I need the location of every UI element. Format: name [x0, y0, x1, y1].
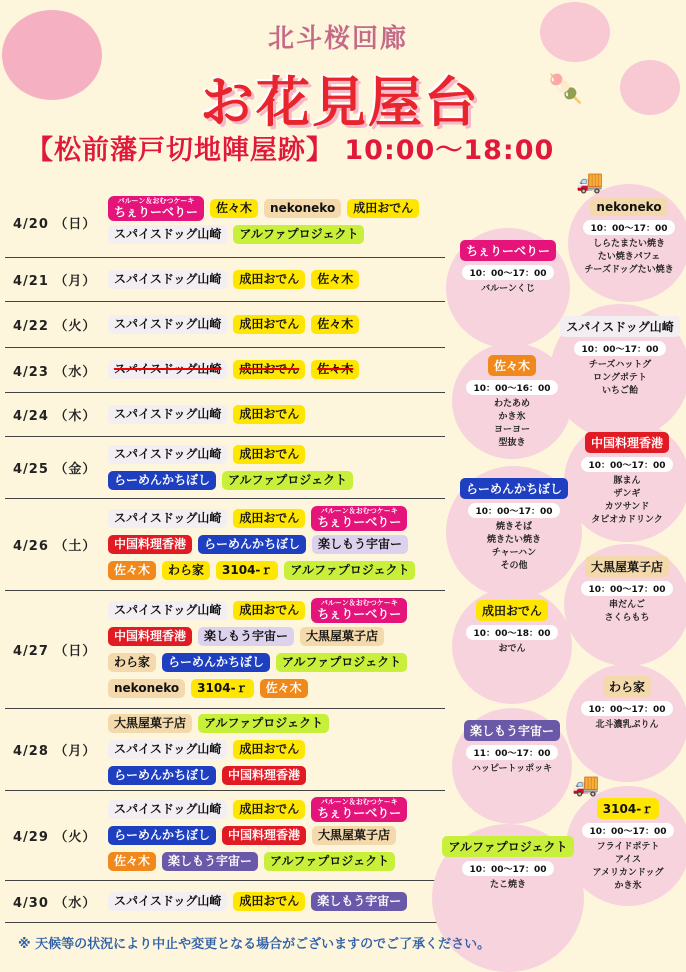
food-truck-icon: 🚚	[572, 773, 600, 798]
schedule-row	[5, 392, 445, 437]
vendor-chip: 佐々木	[311, 315, 359, 334]
vendor-list	[108, 266, 359, 292]
schedule-date: 4/23 （水）	[13, 364, 97, 380]
vendor-chip: 成田おでん	[233, 405, 305, 424]
vendor-card-time-wrap	[572, 697, 682, 716]
vendor-chip: 楽しもう宇宙ー	[162, 852, 258, 871]
vendor-card-name: スパイスドッグ山崎	[560, 316, 679, 337]
vendor-chip: アルファプロジェクト	[198, 714, 329, 733]
schedule-row	[5, 301, 445, 348]
vendor-line	[108, 888, 407, 914]
vendor-card-name: アルファプロジェクト	[442, 836, 573, 857]
vendor-card-time: 10：00～17：00	[583, 220, 674, 235]
vendor-chip: 成田おでん	[233, 315, 305, 334]
vendor-card-item: チャーハン	[491, 548, 537, 558]
vendor-chip: 3104-ｒ	[216, 561, 278, 580]
vendor-chip: スパイスドッグ山崎	[108, 315, 227, 334]
vendor-card-name: 大黒屋菓子店	[585, 556, 669, 577]
schedule-row	[5, 186, 445, 258]
vendor-chip	[108, 196, 204, 221]
vendor-line	[108, 401, 305, 427]
vendor-chip: わら家	[162, 561, 210, 580]
vendor-card-items	[458, 763, 566, 776]
vendor-list	[108, 888, 407, 914]
vendor-chip: スパイスドッグ山崎	[108, 509, 227, 528]
vendor-chip: 佐々木	[210, 199, 258, 218]
vendor-card-time-wrap	[556, 337, 684, 356]
vendor-chip: 大黒屋菓子店	[312, 826, 396, 845]
schedule-date: 4/26 （土）	[13, 539, 97, 554]
page-title: お花見屋台	[200, 71, 480, 134]
vendor-list	[108, 505, 415, 583]
schedule-date: 4/25 （金）	[13, 462, 97, 477]
vendor-line	[108, 311, 359, 337]
vendor-chip: スパイスドッグ山崎	[108, 445, 227, 464]
vendor-card-time-wrap	[570, 453, 684, 472]
vendor-card-time-wrap	[572, 819, 684, 838]
schedule-row	[5, 790, 445, 881]
vendor-line	[108, 467, 353, 493]
vendor-card	[572, 676, 682, 732]
vendor-chip	[311, 598, 407, 623]
schedule-date: 4/28 （月）	[13, 744, 97, 759]
vendor-chip-caption: バルーン＆おむつケーキ	[320, 797, 398, 806]
schedule-date: 4/20 （日）	[13, 216, 97, 232]
schedule-row	[5, 257, 445, 302]
vendor-chip: 楽しもう宇宙ー	[198, 627, 294, 646]
vendor-card-time: 10：00～17：00	[468, 503, 559, 518]
vendor-card-time: 10：00～18：00	[466, 625, 557, 640]
vendor-card-items	[572, 719, 682, 732]
vendor-card-item: チーズドッグたい焼き	[584, 265, 674, 275]
vendor-list	[108, 597, 407, 701]
vendor-card-item: 焼きたい焼き	[486, 535, 541, 545]
vendor-chip: アルファプロジェクト	[264, 852, 395, 871]
vendor-card-item: たこ焼き	[489, 880, 526, 890]
vendor-card-item: 串だんご	[608, 600, 645, 610]
vendor-line	[108, 266, 359, 292]
vendor-chip: 中国料理香港	[108, 627, 192, 646]
vendor-line	[108, 222, 419, 248]
schedule-date: 4/22 （火）	[13, 319, 97, 334]
vendor-card-item: 焼きそば	[495, 522, 532, 532]
vendor-card-time: 10：00～17：00	[581, 581, 672, 596]
vendor-card	[458, 720, 566, 776]
vendor-card	[452, 478, 576, 573]
vendor-card-item: フライドポテト	[596, 842, 660, 852]
vendor-card-items	[452, 521, 576, 573]
vendor-list	[108, 710, 329, 788]
vendor-chip: らーめんかちぼし	[108, 766, 216, 785]
venue-hours: 【松前藩戸切地陣屋跡】 10:00～18:00	[26, 135, 555, 166]
vendor-chip: 成田おでん	[233, 800, 305, 819]
vendor-card	[438, 836, 578, 892]
vendor-chip: らーめんかちぼし	[108, 471, 216, 490]
vendor-chip	[311, 506, 407, 531]
vendor-line	[108, 531, 415, 557]
vendor-card	[458, 600, 566, 656]
schedule-row	[5, 590, 445, 709]
vendor-chip-caption: バルーン＆おむつケーキ	[320, 598, 398, 607]
vendor-chip: スパイスドッグ山崎	[108, 601, 227, 620]
vendor-chip: らーめんかちぼし	[162, 653, 270, 672]
vendor-chip: 成田おでん	[233, 509, 305, 528]
vendor-card-item: チーズハットグ	[588, 360, 652, 370]
vendor-list	[108, 796, 407, 874]
vendor-chip-caption: バルーン＆おむつケーキ	[117, 197, 195, 205]
vendor-card-item: たい焼きパフェ	[597, 252, 661, 262]
vendor-card-time-wrap	[458, 376, 566, 395]
vendor-line	[108, 196, 419, 222]
vendor-card	[452, 240, 564, 296]
vendor-chip: 佐々木	[260, 679, 308, 698]
vendor-chip: 佐々木	[311, 360, 359, 379]
vendor-card-name: 3104-ｒ	[597, 798, 659, 819]
schedule-date: 4/21 （月）	[13, 274, 97, 289]
vendor-list	[108, 311, 359, 337]
vendor-chip: らーめんかちぼし	[108, 826, 216, 845]
vendor-line	[108, 762, 329, 788]
vendor-line	[108, 557, 415, 583]
footer-note: ※ 天候等の状況により中止や変更となる場合がございますのでご了承ください。	[18, 937, 491, 952]
schedule-row	[5, 708, 445, 791]
vendor-chip-caption: バルーン＆おむつケーキ	[320, 506, 398, 515]
vendor-chip: 成田おでん	[233, 360, 305, 379]
vendor-card-name: ちぇりーべりー	[460, 240, 556, 261]
vendor-chip: スパイスドッグ山崎	[108, 270, 227, 289]
vendor-card-time-wrap	[452, 261, 564, 280]
vendor-card-items	[438, 879, 578, 892]
vendor-card-item: ヨーヨー	[493, 425, 530, 435]
vendor-chip: 成田おでん	[347, 199, 419, 218]
vendor-card-time-wrap	[458, 741, 566, 760]
vendor-card-items	[572, 841, 684, 893]
vendor-card-item: わたあめ	[493, 399, 530, 409]
vendor-card-item: 型抜き	[498, 438, 526, 448]
vendor-card-item: ロングポテト	[593, 373, 647, 383]
vendor-card-items	[570, 475, 684, 527]
vendor-card	[570, 556, 684, 625]
vendor-card-time-wrap	[452, 499, 576, 518]
vendor-card-name: 成田おでん	[476, 600, 548, 621]
vendor-line	[108, 623, 407, 649]
vendor-chip: 楽しもう宇宙ー	[311, 892, 407, 911]
vendor-card-time: 10：00～17：00	[581, 457, 672, 472]
vendor-chip-label: ちぇりーべりー	[317, 606, 402, 621]
vendor-card-item: ザンギ	[613, 489, 641, 499]
vendor-card-items	[452, 283, 564, 296]
cherry-blossom-decoration	[2, 10, 102, 100]
vendor-card-time-wrap	[570, 577, 684, 596]
cherry-blossom-decoration	[620, 60, 680, 115]
food-truck-icon: 🚚	[576, 170, 604, 195]
vendor-chip: スパイスドッグ山崎	[108, 740, 227, 759]
vendor-card-item: 豚まん	[613, 476, 641, 486]
vendor-card-item: アメリカンドッグ	[592, 868, 664, 878]
vendor-list	[108, 357, 359, 383]
vendor-chip: 成田おでん	[233, 270, 305, 289]
vendor-card-items	[458, 398, 566, 450]
vendor-card-time: 11：00～17：00	[466, 745, 557, 760]
cherry-blossom-decoration	[540, 2, 610, 62]
vendor-card-name: 中国料理香港	[585, 432, 669, 453]
schedule-date: 4/30 （水）	[13, 896, 97, 911]
vendor-chip	[311, 797, 407, 822]
vendor-card-items	[570, 599, 684, 625]
vendor-card	[556, 316, 684, 398]
vendor-chip: 3104-ｒ	[191, 679, 253, 698]
vendor-card-items	[574, 238, 684, 277]
vendor-card-name: 楽しもう宇宙ー	[464, 720, 560, 741]
vendor-chip: スパイスドッグ山崎	[108, 225, 227, 244]
vendor-line	[108, 822, 407, 848]
vendor-chip: 成田おでん	[233, 740, 305, 759]
vendor-list	[108, 401, 305, 427]
vendor-card-time: 10：00～17：00	[574, 341, 665, 356]
vendor-line	[108, 649, 407, 675]
vendor-card-name: らーめんかちぼし	[460, 478, 568, 499]
vendor-card-name: わら家	[603, 676, 651, 697]
event-logo: 北斗桜回廊	[268, 24, 409, 54]
vendor-line	[108, 597, 407, 623]
vendor-card-item: いちご飴	[601, 386, 638, 396]
vendor-card-item: 北斗濃乳ぷりん	[595, 720, 659, 730]
vendor-card	[570, 432, 684, 527]
vendor-card-items	[556, 359, 684, 398]
vendor-chip: スパイスドッグ山崎	[108, 405, 227, 424]
vendor-chip: わら家	[108, 653, 156, 672]
vendor-chip-label: ちぇりーべりー	[317, 805, 402, 820]
vendor-chip: 成田おでん	[233, 601, 305, 620]
schedule-row	[5, 880, 445, 923]
vendor-card-time: 10：00～16：00	[466, 380, 557, 395]
vendor-card-time: 10：00～17：00	[462, 265, 553, 280]
vendor-card-time: 10：00～17：00	[581, 701, 672, 716]
vendor-chip: 大黒屋菓子店	[108, 714, 192, 733]
vendor-card-item: ハッピートッポッキ	[471, 764, 553, 774]
vendor-card-items	[458, 643, 566, 656]
vendor-list	[108, 196, 419, 248]
vendor-line	[108, 848, 407, 874]
schedule-date: 4/29 （火）	[13, 830, 97, 845]
vendor-chip: 大黒屋菓子店	[300, 627, 384, 646]
vendor-chip: 佐々木	[108, 852, 156, 871]
vendor-chip: 楽しもう宇宙ー	[312, 535, 408, 554]
vendor-list	[108, 441, 353, 493]
vendor-chip: らーめんかちぼし	[198, 535, 306, 554]
vendor-chip: 成田おでん	[233, 892, 305, 911]
vendor-chip: 中国料理香港	[222, 766, 306, 785]
vendor-card-item: おでん	[498, 644, 526, 654]
vendor-line	[108, 357, 359, 383]
vendor-chip-label: ちぇりーべりー	[317, 514, 402, 529]
vendor-card-item: アイス	[614, 855, 642, 865]
vendor-card-item: カツサンド	[604, 502, 650, 512]
schedule-row	[5, 347, 445, 393]
vendor-chip: スパイスドッグ山崎	[108, 360, 227, 379]
vendor-line	[108, 675, 407, 701]
vendor-card	[574, 196, 684, 277]
vendor-card-name: nekoneko	[590, 198, 667, 216]
vendor-chip: 佐々木	[108, 561, 156, 580]
vendor-chip: スパイスドッグ山崎	[108, 892, 227, 911]
vendor-chip: 成田おでん	[233, 445, 305, 464]
vendor-card-time-wrap	[458, 621, 566, 640]
vendor-card	[458, 355, 566, 450]
vendor-chip: 中国料理香港	[108, 535, 192, 554]
vendor-line	[108, 736, 329, 762]
vendor-card-item: さくらもち	[604, 613, 650, 623]
vendor-chip: 中国料理香港	[222, 826, 306, 845]
vendor-line	[108, 441, 353, 467]
vendor-chip: nekoneko	[264, 199, 341, 218]
vendor-card-item: かき氷	[498, 412, 526, 422]
vendor-card-time-wrap	[438, 857, 578, 876]
vendor-card-time-wrap	[574, 216, 684, 235]
schedule-date: 4/24 （木）	[13, 409, 97, 424]
vendor-line	[108, 796, 407, 822]
vendor-chip: nekoneko	[108, 679, 185, 698]
vendor-line	[108, 505, 415, 531]
vendor-chip: スパイスドッグ山崎	[108, 800, 227, 819]
vendor-chip: アルファプロジェクト	[276, 653, 407, 672]
vendor-card-item: バルーンくじ	[481, 284, 535, 294]
vendor-chip: アルファプロジェクト	[222, 471, 353, 490]
vendor-card-item: その他	[500, 561, 528, 571]
vendor-chip: アルファプロジェクト	[233, 225, 364, 244]
schedule-row	[5, 498, 445, 591]
vendor-chip: アルファプロジェクト	[284, 561, 415, 580]
vendor-card-name: 佐々木	[488, 355, 536, 376]
vendor-card-time: 10：00～17：00	[462, 861, 553, 876]
vendor-card-item: かき氷	[614, 881, 642, 891]
schedule-date: 4/27 （日）	[13, 644, 97, 659]
vendor-card	[572, 798, 684, 893]
vendor-chip: 佐々木	[311, 270, 359, 289]
vendor-card-time: 10：00～17：00	[582, 823, 673, 838]
dango-icon: 🍡	[548, 72, 583, 105]
vendor-chip-label: ちぇりーべりー	[114, 205, 199, 219]
vendor-line	[108, 710, 329, 736]
schedule-row	[5, 436, 445, 499]
vendor-card-item: タピオカドリンク	[591, 515, 663, 525]
vendor-card-item: しらたまたい焼き	[592, 239, 665, 249]
